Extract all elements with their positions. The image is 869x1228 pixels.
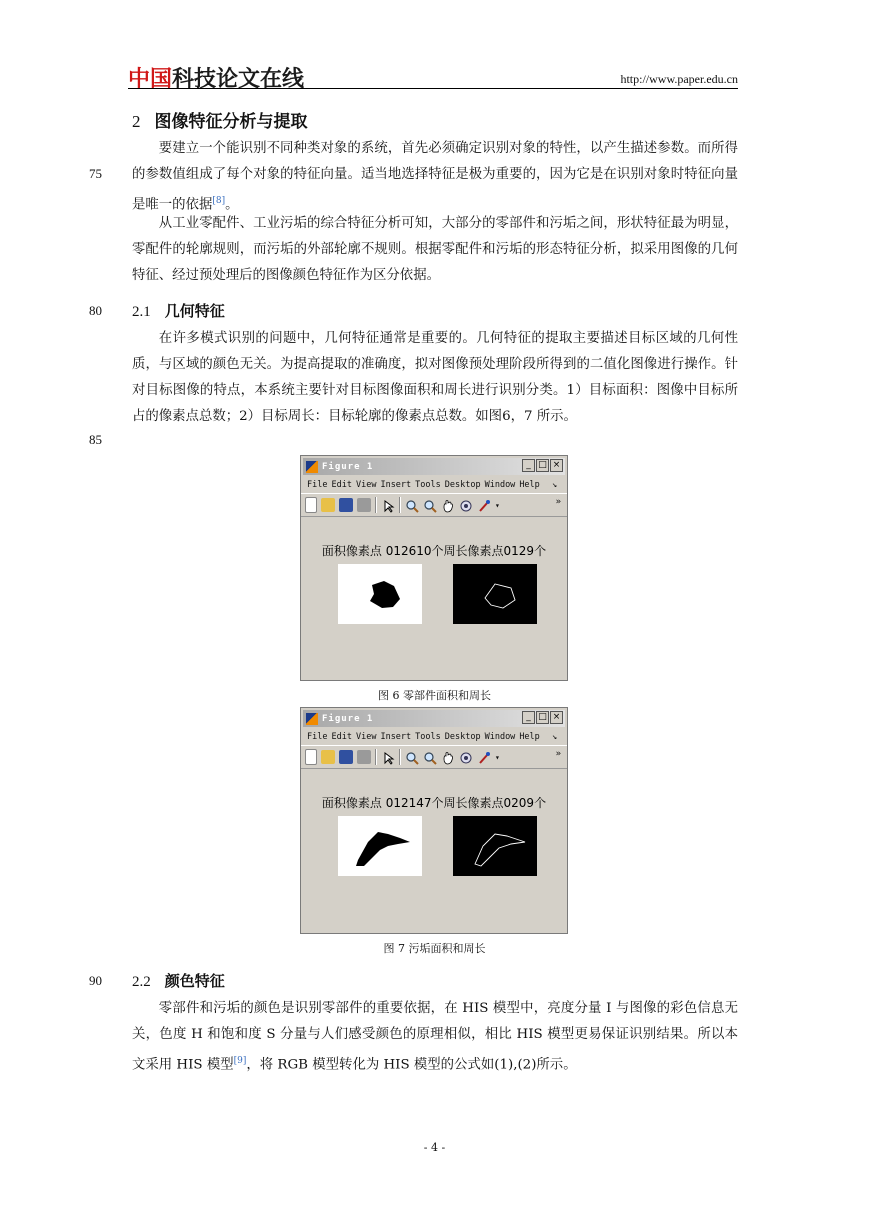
area-binary-image [338, 564, 422, 624]
zoom-out-icon[interactable] [423, 498, 437, 512]
maximize-button[interactable]: □ [536, 711, 549, 724]
line-number-90: 90 [89, 973, 102, 988]
menu-view[interactable]: View [355, 480, 377, 490]
menu-bar [301, 477, 567, 493]
toolbar-overflow-icon[interactable]: » [555, 497, 561, 507]
line-number-75: 75 [89, 166, 102, 181]
dock-arrow-icon[interactable]: ↘ [551, 732, 557, 742]
paragraph-1-end: 。 [225, 197, 239, 213]
new-figure-icon[interactable] [305, 749, 317, 765]
citation-8[interactable]: [8] [212, 196, 226, 206]
menu-window[interactable]: Window [484, 480, 516, 490]
pan-hand-icon[interactable] [441, 750, 455, 764]
window-titlebar[interactable] [303, 710, 565, 727]
logo-red-text: 中国 [128, 67, 173, 92]
figure-window-6 [300, 455, 568, 681]
figure-window-7 [300, 707, 568, 934]
line-number-85: 85 [89, 432, 102, 447]
print-icon[interactable] [357, 498, 371, 512]
paragraph-1 [132, 136, 738, 218]
toolbar-separator [375, 497, 377, 513]
logo-dark-text: 科技论文在线 [172, 67, 305, 92]
dock-arrow-icon[interactable]: ↘ [551, 480, 557, 490]
dropdown-arrow-icon[interactable]: ▾ [495, 752, 500, 762]
open-file-icon[interactable] [321, 750, 335, 764]
menu-view[interactable]: View [355, 732, 377, 742]
perimeter-binary-image [453, 816, 537, 876]
pointer-icon[interactable] [381, 498, 395, 512]
subsection-number: 2.2 [132, 974, 151, 990]
close-button[interactable]: × [550, 711, 563, 724]
area-binary-image [338, 816, 422, 876]
menu-file[interactable]: File [307, 480, 328, 490]
window-titlebar[interactable] [303, 458, 565, 475]
plot-title: 面积像素点 012147个周长像素点0209个 [321, 796, 547, 810]
line-number-80: 80 [89, 303, 102, 318]
zoom-in-icon[interactable] [405, 750, 419, 764]
menu-help[interactable]: Help [519, 480, 540, 490]
save-icon[interactable] [339, 498, 353, 512]
subsection-title: 颜色特征 [164, 972, 225, 990]
rotate-3d-icon[interactable] [459, 498, 473, 512]
subsection-heading-color [132, 970, 225, 991]
window-title: Figure 1 [322, 461, 374, 472]
toolbar-overflow-icon[interactable]: » [555, 749, 561, 759]
paragraph-1-text: 要建立一个能识别不同种类对象的系统，首先必须确定识别对象的特性，以产生描述参数。而所得的参数值组成了每个对象的特征向量。适当地选择特征是极为重要的，因为它是在识别对象时特征向量是唯一的依据 [132, 141, 738, 213]
figure-6-caption: 图 6 零部件面积和周长 [378, 689, 491, 702]
menu-desktop[interactable]: Desktop [444, 480, 481, 490]
toolbar-separator [399, 497, 401, 513]
menu-tools[interactable]: Tools [415, 480, 441, 490]
figure-toolbar [301, 493, 567, 517]
minimize-button[interactable]: _ [522, 711, 535, 724]
new-figure-icon[interactable] [305, 497, 317, 513]
rotate-3d-icon[interactable] [459, 750, 473, 764]
menu-edit[interactable]: Edit [331, 480, 352, 490]
maximize-button[interactable]: □ [536, 459, 549, 472]
menu-help[interactable]: Help [519, 732, 540, 742]
header-url[interactable]: http://www.paper.edu.cn [620, 72, 738, 86]
perimeter-binary-image [453, 564, 537, 624]
plot-title: 面积像素点 012610个周长像素点0129个 [321, 544, 547, 558]
section-title: 图像特征分析与提取 [154, 112, 308, 132]
paragraph-4-text: 零部件和污垢的颜色是识别零部件的重要依据，在 HIS 模型中，亮度分量 I 与图像的彩色信息无关，色度 H 和饱和度 S 分量与人们感受颜色的原理相似，相比 HIS 模型更易保证识别结果。所以本文采用 HIS 模型 [132, 1001, 738, 1073]
matlab-icon [306, 461, 318, 473]
figure-7-caption: 图 7 污垢面积和周长 [383, 942, 486, 955]
header-rule [128, 88, 738, 89]
page-number: - 4 - [423, 1141, 446, 1154]
dropdown-arrow-icon[interactable]: ▾ [495, 500, 500, 510]
citation-9[interactable]: [9] [233, 1056, 247, 1066]
data-cursor-icon[interactable] [477, 498, 491, 512]
section-heading [132, 107, 308, 132]
toolbar-separator [375, 749, 377, 765]
menu-insert[interactable]: Insert [380, 732, 412, 742]
close-button[interactable]: × [550, 459, 563, 472]
pointer-icon[interactable] [381, 750, 395, 764]
subsection-number: 2.1 [132, 304, 151, 320]
data-cursor-icon[interactable] [477, 750, 491, 764]
matlab-icon [306, 713, 318, 725]
section-number: 2 [132, 112, 141, 131]
menu-tools[interactable]: Tools [415, 732, 441, 742]
minimize-button[interactable]: _ [522, 459, 535, 472]
paragraph-2: 从工业零配件、工业污垢的综合特征分析可知，大部分的零部件和污垢之间，形状特征最为明显，零配件的轮廓规则，而污垢的外部轮廓不规则。根据零配件和污垢的形态特征分析，拟采用图像的几何特征、经过预处理后的图像颜色特征作为区分依据。 [132, 216, 738, 283]
menu-window[interactable]: Window [484, 732, 516, 742]
figure-toolbar [301, 745, 567, 769]
menu-bar [301, 729, 567, 745]
menu-insert[interactable]: Insert [380, 480, 412, 490]
paragraph-3: 在许多模式识别的问题中，几何特征通常是重要的。几何特征的提取主要描述目标区域的几何性质，与区域的颜色无关。为提高提取的准确度，拟对图像预处理阶段所得到的二值化图像进行操作。针对目标图像的特点，本系统主要针对目标图像面积和周长进行识别分类。1）目标面积：图像中目标所占的像素点总数；2）目标周长：目标轮廓的像素点总数。如图6，7 所示。 [132, 331, 738, 424]
menu-edit[interactable]: Edit [331, 732, 352, 742]
paragraph-4 [132, 996, 738, 1078]
subsection-heading-geometry [132, 300, 225, 321]
zoom-out-icon[interactable] [423, 750, 437, 764]
zoom-in-icon[interactable] [405, 498, 419, 512]
menu-file[interactable]: File [307, 732, 328, 742]
pan-hand-icon[interactable] [441, 498, 455, 512]
subsection-title: 几何特征 [164, 302, 225, 320]
save-icon[interactable] [339, 750, 353, 764]
print-icon[interactable] [357, 750, 371, 764]
paragraph-4-end: ，将 RGB 模型转化为 HIS 模型的公式如(1),(2)所示。 [246, 1057, 577, 1073]
toolbar-separator [399, 749, 401, 765]
window-title: Figure 1 [322, 713, 374, 724]
open-file-icon[interactable] [321, 498, 335, 512]
menu-desktop[interactable]: Desktop [444, 732, 481, 742]
